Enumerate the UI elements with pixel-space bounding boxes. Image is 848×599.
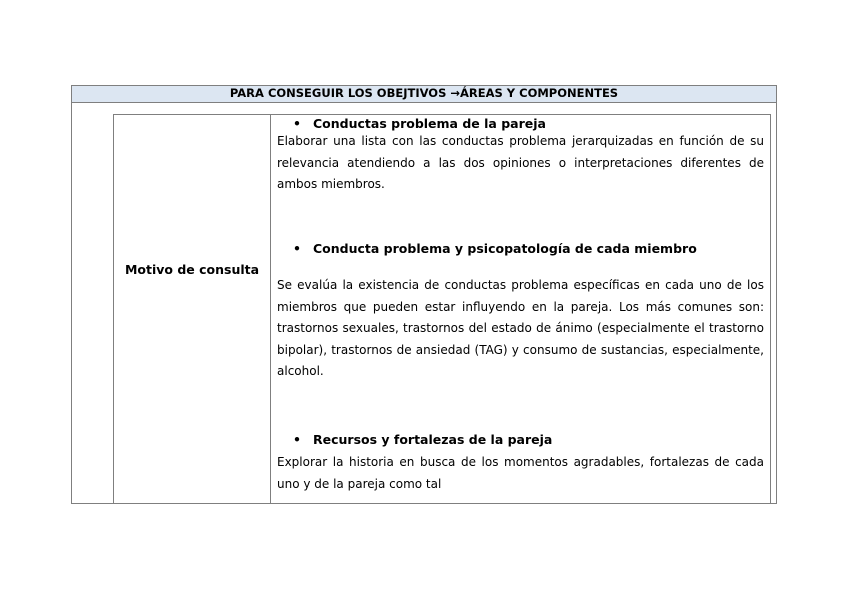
section-text: Elaborar una lista con las conductas problema jerarquizadas en función de su relevancia atendiendo a las dos opiniones o interpretaciones diferentes de ambos miembros. bbox=[277, 134, 764, 191]
section-title: • Conducta problema y psicopatología de cada miembro bbox=[293, 241, 697, 256]
section-recursos bbox=[277, 432, 764, 495]
bullet-icon: • bbox=[293, 241, 301, 256]
row-content-cell bbox=[271, 114, 771, 503]
section-conductas bbox=[277, 115, 764, 196]
section-text: Explorar la historia en busca de los momentos agradables, fortalezas de cada uno y de la pareja como tal bbox=[277, 455, 764, 491]
table-header: PARA CONSEGUIR LOS OBEJTIVOS →ÁREAS Y COMPONENTES bbox=[72, 86, 776, 103]
row-label-cell bbox=[113, 114, 271, 503]
section-title: • Conductas problema de la pareja bbox=[293, 116, 546, 131]
section-text: Se evalúa la existencia de conductas problema específicas en cada uno de los miembros que pueden estar influyendo en la pareja. Los más comunes son: trastornos sexuales, trastornos del estado de ánimo (especialmente el trastorno bipolar), trastornos de ansiedad (TAG) y consumo de sustancias, especialmente, alcohol. bbox=[277, 278, 764, 378]
bullet-icon: • bbox=[293, 432, 301, 447]
objectives-table bbox=[71, 85, 777, 504]
row-label: Motivo de consulta bbox=[124, 262, 260, 277]
bullet-icon: • bbox=[293, 116, 301, 131]
section-title: • Recursos y fortalezas de la pareja bbox=[293, 432, 553, 447]
section-psicopatologia bbox=[277, 241, 764, 383]
